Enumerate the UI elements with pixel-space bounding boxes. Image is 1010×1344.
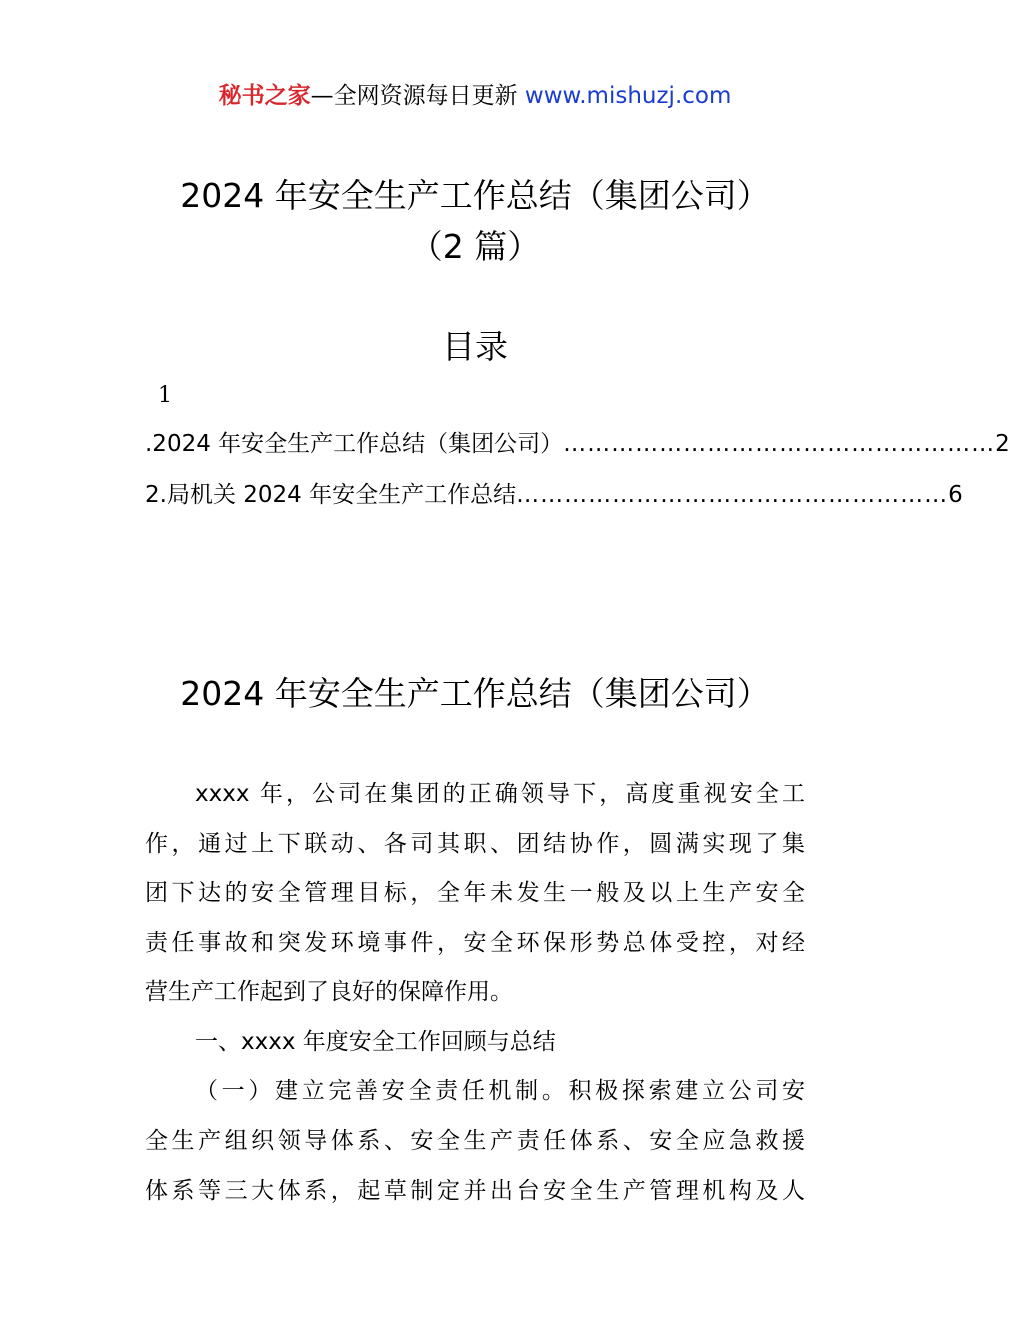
paragraph-line: 营生产工作起到了良好的保障作用。 xyxy=(145,979,513,1005)
paragraph-line: xxxx 年，公司在集团的正确领导下，高度重视安全工 xyxy=(195,781,805,807)
paragraph-line: 作，通过上下联动、各司其职、团结协作，圆满实现了集 xyxy=(145,831,805,857)
section-heading: 一、xxxx 年度安全工作回顾与总结 xyxy=(195,1029,556,1055)
site-url-link[interactable]: www.mishuzj.com xyxy=(524,83,732,109)
document-subtitle: （2 篇） xyxy=(409,227,541,266)
paragraph-line: 全生产组织领导体系、安全生产责任体系、安全应急救援 xyxy=(145,1128,805,1154)
document-title: 2024 年安全生产工作总结（集团公司） xyxy=(180,176,770,215)
article-title: 2024 年安全生产工作总结（集团公司） xyxy=(180,674,770,713)
toc-entry-text: 2.局机关 2024 年安全生产工作总结 xyxy=(145,482,517,508)
toc-leader-dots: ……………………………………………… xyxy=(563,431,996,457)
toc-entry-text: .2024 年安全生产工作总结（集团公司） xyxy=(145,431,564,457)
header-tagline: —全网资源每日更新 xyxy=(310,83,525,109)
paragraph-line: （一）建立完善安全责任机制。积极探索建立公司安 xyxy=(195,1078,805,1104)
paragraph-line: 团下达的安全管理目标，全年未发生一般及以上生产安全 xyxy=(145,880,805,906)
toc-page-number: 2 xyxy=(995,431,1010,457)
header-banner xyxy=(0,80,950,112)
brand-name: 秘书之家 xyxy=(218,83,311,109)
toc-entry-number: 1 xyxy=(158,383,172,408)
toc-entry[interactable] xyxy=(145,426,1010,462)
toc-heading: 目录 xyxy=(442,327,508,366)
paragraph-line: 体系等三大体系，起草制定并出台安全生产管理机构及人 xyxy=(145,1178,805,1204)
toc-page-number: 6 xyxy=(948,482,963,508)
toc-entry[interactable] xyxy=(145,477,963,513)
toc-leader-dots: ……………………………………………… xyxy=(516,482,949,508)
paragraph-line: 责任事故和突发环境事件，安全环保形势总体受控，对经 xyxy=(145,930,805,956)
